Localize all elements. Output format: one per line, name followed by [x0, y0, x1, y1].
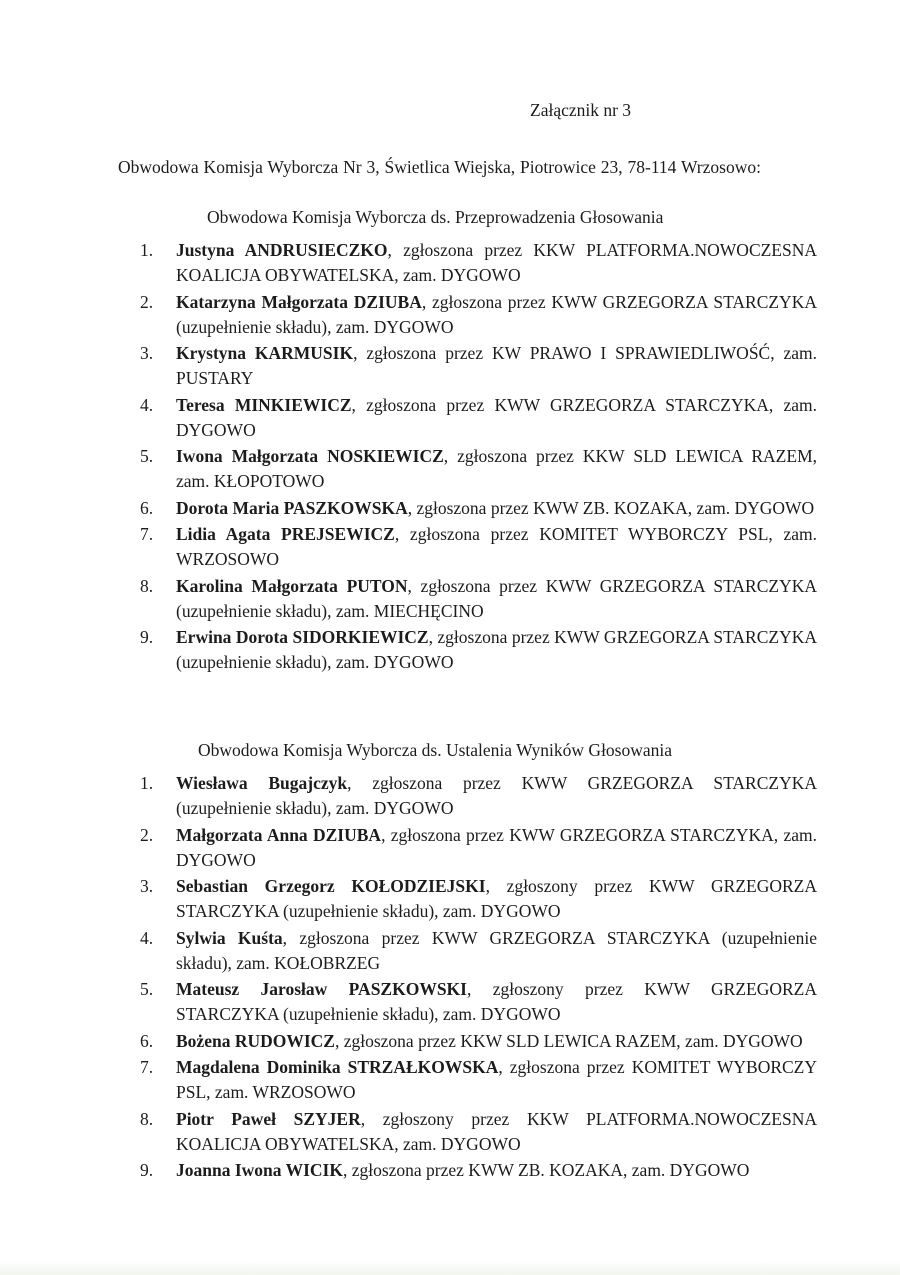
- member-details: , zgłoszona przez KOMITET WYBORCZY PSL, zam. WRZOSOWO: [176, 1057, 817, 1102]
- member-details: , zgłoszona przez KWW GRZEGORZA STARCZYKA, zam. DYGOWO: [176, 824, 817, 870]
- member-details: , zgłoszona przez KWW GRZEGORZA STARCZYKA (uzupełnienie składu), zam. DYGOWO: [176, 627, 817, 672]
- member-name: Magdalena Dominika STRZAŁKOWSKA: [176, 1057, 499, 1077]
- member-number: 5.: [140, 446, 154, 466]
- member-number: 4.: [140, 394, 154, 415]
- member-item: [140, 926, 817, 976]
- member-item: [140, 393, 817, 443]
- member-name: Bożena RUDOWICZ: [176, 1030, 335, 1051]
- member-details: , zgłoszona przez KKW SLD LEWICA RAZEM, zam. DYGOWO: [334, 1030, 803, 1051]
- member-item: [140, 977, 817, 1027]
- member-item: [140, 823, 817, 873]
- member-item: [140, 1055, 817, 1105]
- member-number: 6.: [140, 1030, 154, 1051]
- commission-heading: Obwodowa Komisja Wyborcza Nr 3, Świetlica Wiejska, Piotrowice 23, 78-114 Wrzosowo:: [118, 157, 761, 177]
- member-name: Karolina Małgorzata PUTON: [176, 575, 408, 596]
- member-name: Iwona Małgorzata NOSKIEWICZ: [176, 446, 444, 466]
- member-details: , zgłoszona przez KWW GRZEGORZA STARCZYKA (uzupełnienie składu), zam. KOŁOBRZEG: [176, 927, 818, 973]
- member-number: 8.: [140, 1108, 154, 1129]
- member-details: , zgłoszona przez KKW PLATFORMA.NOWOCZESNA KOALICJA OBYWATELSKA, zam. DYGOWO: [176, 240, 818, 285]
- member-item: [140, 290, 817, 340]
- member-name: Piotr Paweł SZYJER: [176, 1108, 361, 1129]
- member-number: 3.: [140, 876, 154, 896]
- section-title-results: Obwodowa Komisja Wyborcza ds. Ustalenia Wyników Głosowania: [198, 740, 673, 760]
- member-name: Lidia Agata PREJSEWICZ: [176, 524, 395, 544]
- member-number: 2.: [140, 291, 154, 312]
- member-number: 3.: [140, 343, 154, 363]
- member-details: , zgłoszona przez KW PRAWO I SPRAWIEDLIWOŚĆ, zam. PUSTARY: [176, 343, 818, 388]
- member-number: 1.: [140, 240, 154, 260]
- member-details: , zgłoszony przez KKW PLATFORMA.NOWOCZESNA KOALICJA OBYWATELSKA, zam. DYGOWO: [176, 1108, 817, 1154]
- member-details: , zgłoszona przez KOMITET WYBORCZY PSL, zam. WRZOSOWO: [176, 524, 818, 569]
- member-number: 4.: [140, 927, 154, 948]
- member-item: [140, 496, 817, 521]
- member-item: [140, 522, 817, 572]
- member-number: 9.: [140, 627, 154, 647]
- scan-edge: [0, 1261, 900, 1275]
- member-details: , zgłoszona przez KWW GRZEGORZA STARCZYKA (uzupełnienie składu), zam. DYGOWO: [176, 773, 818, 818]
- member-details: , zgłoszona przez KWW ZB. KOZAKA, zam. DYGOWO: [407, 497, 815, 518]
- member-number: 9.: [140, 1160, 154, 1180]
- member-item: [140, 574, 817, 624]
- member-item: [140, 1029, 817, 1054]
- member-name: Erwina Dorota SIDORKIEWICZ: [176, 627, 429, 647]
- member-name: Krystyna KARMUSIK: [176, 343, 354, 363]
- member-number: 6.: [140, 497, 154, 518]
- member-name: Małgorzata Anna DZIUBA: [176, 824, 382, 845]
- member-number: 7.: [140, 524, 154, 544]
- member-name: Dorota Maria PASZKOWSKA: [176, 497, 408, 518]
- member-number: 8.: [140, 575, 154, 596]
- member-details: , zgłoszona przez KWW GRZEGORZA STARCZYKA (uzupełnienie składu), zam. MIECHĘCINO: [176, 575, 817, 621]
- member-item: [140, 341, 817, 391]
- member-name: Mateusz Jarosław PASZKOWSKI: [176, 979, 467, 999]
- annex-label: Załącznik nr 3: [530, 100, 632, 120]
- member-item: [140, 1107, 817, 1157]
- member-details: , zgłoszony przez KWW GRZEGORZA STARCZYKA (uzupełnienie składu), zam. DYGOWO: [176, 876, 817, 921]
- member-name: Katarzyna Małgorzata DZIUBA: [176, 291, 422, 312]
- member-details: , zgłoszona przez KWW GRZEGORZA STARCZYKA (uzupełnienie składu), zam. DYGOWO: [176, 291, 817, 337]
- member-item: [140, 874, 817, 924]
- member-details: , zgłoszona przez KKW SLD LEWICA RAZEM, zam. KŁOPOTOWO: [176, 446, 817, 491]
- member-item: [140, 1158, 817, 1183]
- member-item: [140, 771, 817, 821]
- member-name: Joanna Iwona WICIK: [176, 1160, 343, 1180]
- member-item: [140, 238, 817, 288]
- member-item: [140, 625, 817, 675]
- member-details: , zgłoszona przez KWW GRZEGORZA STARCZYKA, zam. DYGOWO: [176, 394, 818, 440]
- member-name: Sylwia Kuśta: [176, 927, 283, 948]
- member-details: , zgłoszony przez KWW GRZEGORZA STARCZYKA (uzupełnienie składu), zam. DYGOWO: [176, 979, 817, 1024]
- section-title-voting: Obwodowa Komisja Wyborcza ds. Przeprowadzenia Głosowania: [207, 207, 664, 227]
- members-list-results: [140, 771, 817, 1185]
- member-item: [140, 444, 817, 494]
- member-number: 5.: [140, 979, 154, 999]
- members-list-voting: [140, 238, 817, 677]
- member-details: , zgłoszona przez KWW ZB. KOZAKA, zam. DYGOWO: [342, 1160, 750, 1180]
- member-name: Wiesława Bugajczyk: [176, 773, 348, 793]
- member-number: 1.: [140, 773, 154, 793]
- member-name: Teresa MINKIEWICZ: [176, 394, 352, 415]
- member-name: Justyna ANDRUSIECZKO: [176, 240, 388, 260]
- member-number: 2.: [140, 824, 154, 845]
- member-number: 7.: [140, 1057, 154, 1077]
- member-name: Sebastian Grzegorz KOŁODZIEJSKI: [176, 876, 486, 896]
